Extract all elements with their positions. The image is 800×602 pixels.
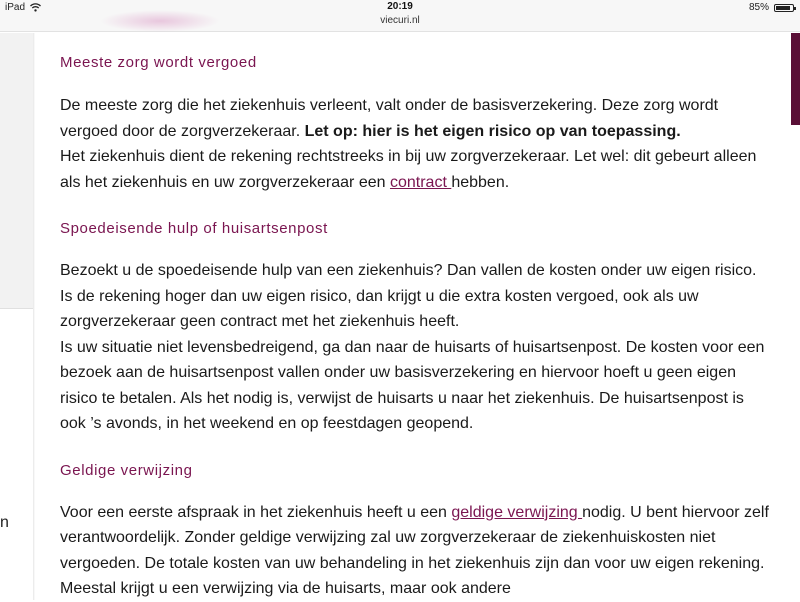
status-bar (0, 0, 800, 32)
section-heading: Meeste zorg wordt vergoed (60, 54, 257, 71)
sidebar-panel (0, 33, 33, 309)
battery-icon (774, 4, 794, 12)
scrollbar-thumb[interactable] (791, 33, 800, 125)
paragraph-text: nodig. U bent hiervoor zelf verantwoordelijk. Zonder geldige verwijzing zal uw zorgverzekeraar de ziekenhuiskosten niet vergoeden. De totale kosten van uw behandeling in het ziekenhuis zijn dan voor uw eigen rekening. Meestal krijgt u een verwijzing via de huisarts, maar ook andere (60, 503, 769, 597)
section-paragraph (60, 93, 770, 195)
battery-percent: 85% (748, 2, 769, 13)
clock: 20:19 (387, 1, 413, 12)
section-paragraph (60, 500, 770, 602)
panel-shadow (33, 33, 35, 600)
contract-link[interactable]: contract (389, 173, 452, 191)
address-url[interactable]: viecuri.nl (380, 15, 420, 26)
bold-note: Let op: hier is het eigen risico op van toepassing. (304, 122, 681, 140)
section-heading: Geldige verwijzing (60, 461, 193, 479)
paragraph-text: Voor een eerste afspraak in het ziekenhuis heeft u een (60, 503, 452, 521)
paragraph-text: De meeste zorg die het ziekenhuis verleent, valt onder de basisverzekering. Deze zorg wordt vergoed door de zorgverzekeraar. (60, 97, 719, 140)
section-paragraph (60, 258, 770, 437)
paragraph-text: Is uw situatie niet levensbedreigend, ga dan naar de huisarts of huisartsenpost. De kosten voor een bezoek aan de huisartsenpost vallen onder uw basisverzekering en hiervoor hoeft u geen eigen risico te betalen. Als het nodig is, verwijst de huisarts u naar het ziekenhuis. De huisartsenpost is ook ’s avonds, in het weekend en op feestdagen geopend. (60, 338, 765, 432)
paragraph-text: Het ziekenhuis dient de rekening rechtstreeks in bij uw zorgverzekeraar. Let wel: dit gebeurt alleen als het ziekenhuis en uw zorgverzekeraar een (60, 148, 757, 191)
sidebar-partial-text: n (0, 514, 9, 531)
device-name: iPad (5, 2, 26, 13)
section-heading: Spoedeisende hulp of huisartsenpost (60, 220, 328, 237)
main-content (60, 33, 770, 602)
paragraph-text: hebben. (451, 173, 510, 191)
geldige-verwijzing-link[interactable]: geldige verwijzing (451, 503, 583, 521)
status-right (749, 2, 794, 13)
battery-fill (776, 6, 790, 10)
paragraph-text: Bezoekt u de spoedeisende hulp van een ziekenhuis? Dan vallen de kosten onder uw eigen risico. Is de rekening hoger dan uw eigen risico, dan krijgt u die extra kosten vergoed, ook als uw zorgverzekeraar geen contract met het ziekenhuis heeft. (60, 262, 757, 330)
